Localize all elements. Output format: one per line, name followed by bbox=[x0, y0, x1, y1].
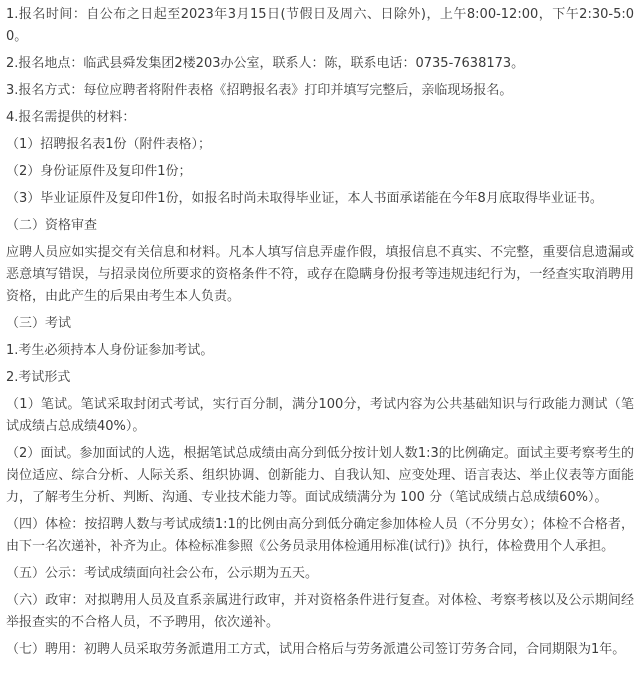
section-heading-exam: （三）考试 bbox=[6, 316, 72, 331]
paragraph-written-exam: （1）笔试。笔试采取封闭式考试，实行百分制，满分100分，考试内容为公共基础知识与行政能力测试（笔试成绩占总成绩40%）。 bbox=[6, 397, 634, 434]
paragraph-employment: （七）聘用：初聘人员采取劳务派遣用工方式，试用合格后与劳务派遣公司签订劳务合同，合同期限为1年。 bbox=[6, 642, 626, 657]
paragraph-registration-method: 3.报名方式：每位应聘者将附件表格《招聘报名表》打印并填写完整后，亲临现场报名。 bbox=[6, 83, 513, 98]
paragraph-registration-time: 1.报名时间：自公布之日起至2023年3月15日(节假日及周六、日除外)，上午8:00-12:00，下午2:30-5:00。 bbox=[6, 7, 634, 44]
paragraph-exam-format: 2.考试形式 bbox=[6, 370, 71, 385]
section-heading-qualification-review: （二）资格审查 bbox=[6, 218, 98, 233]
paragraph-medical-exam: （四）体检：按招聘人数与考试成绩1:1的比例由高分到低分确定参加体检人员（不分男女）；体检不合格者，由下一名次递补，补齐为止。体检标准参照《公务员录用体检通用标准(试行)》执行，体检费用个人承担。 bbox=[6, 517, 634, 554]
paragraph-exam-id-requirement: 1.考生必须持本人身份证参加考试。 bbox=[6, 343, 214, 358]
paragraph-qualification-review: 应聘人员应如实提交有关信息和材料。凡本人填写信息弄虚作假，填报信息不真实、不完整，重要信息遗漏或恶意填写错误，与招录岗位所要求的资格条件不符，或存在隐瞒身份报考等违规违纪行为，一经查实取消聘用资格，由此产生的后果由考生本人负责。 bbox=[6, 245, 634, 304]
paragraph-material-item-1: （1）招聘报名表1份（附件表格）； bbox=[6, 137, 212, 152]
paragraph-political-review: （六）政审：对拟聘用人员及直系亲属进行政审，并对资格条件进行复查。对体检、考察考核以及公示期间经举报查实的不合格人员，不予聘用，依次递补。 bbox=[6, 593, 634, 630]
paragraph-material-item-3: （3）毕业证原件及复印件1份，如报名时尚未取得毕业证，本人书面承诺能在今年8月底取得毕业证书。 bbox=[6, 191, 603, 206]
paragraph-public-notice: （五）公示：考试成绩面向社会公布，公示期为五天。 bbox=[6, 566, 319, 581]
paragraph-material-item-2: （2）身份证原件及复印件1份； bbox=[6, 164, 192, 179]
paragraph-registration-location: 2.报名地点：临武县舜发集团2楼203办公室，联系人：陈，联系电话：0735-7638173。 bbox=[6, 56, 525, 71]
paragraph-required-materials: 4.报名需提供的材料： bbox=[6, 110, 136, 125]
paragraph-interview: （2）面试。参加面试的人选，根据笔试总成绩由高分到低分按计划人数1:3的比例确定。面试主要考察考生的岗位适应、综合分析、人际关系、组织协调、创新能力、自我认知、应变处理、语言表达、举止仪表等方面能力，了解考生分析、判断、沟通、专业技术能力等。面试成绩满分为 100 分（笔试成绩占总成绩60%）。 bbox=[6, 446, 634, 505]
